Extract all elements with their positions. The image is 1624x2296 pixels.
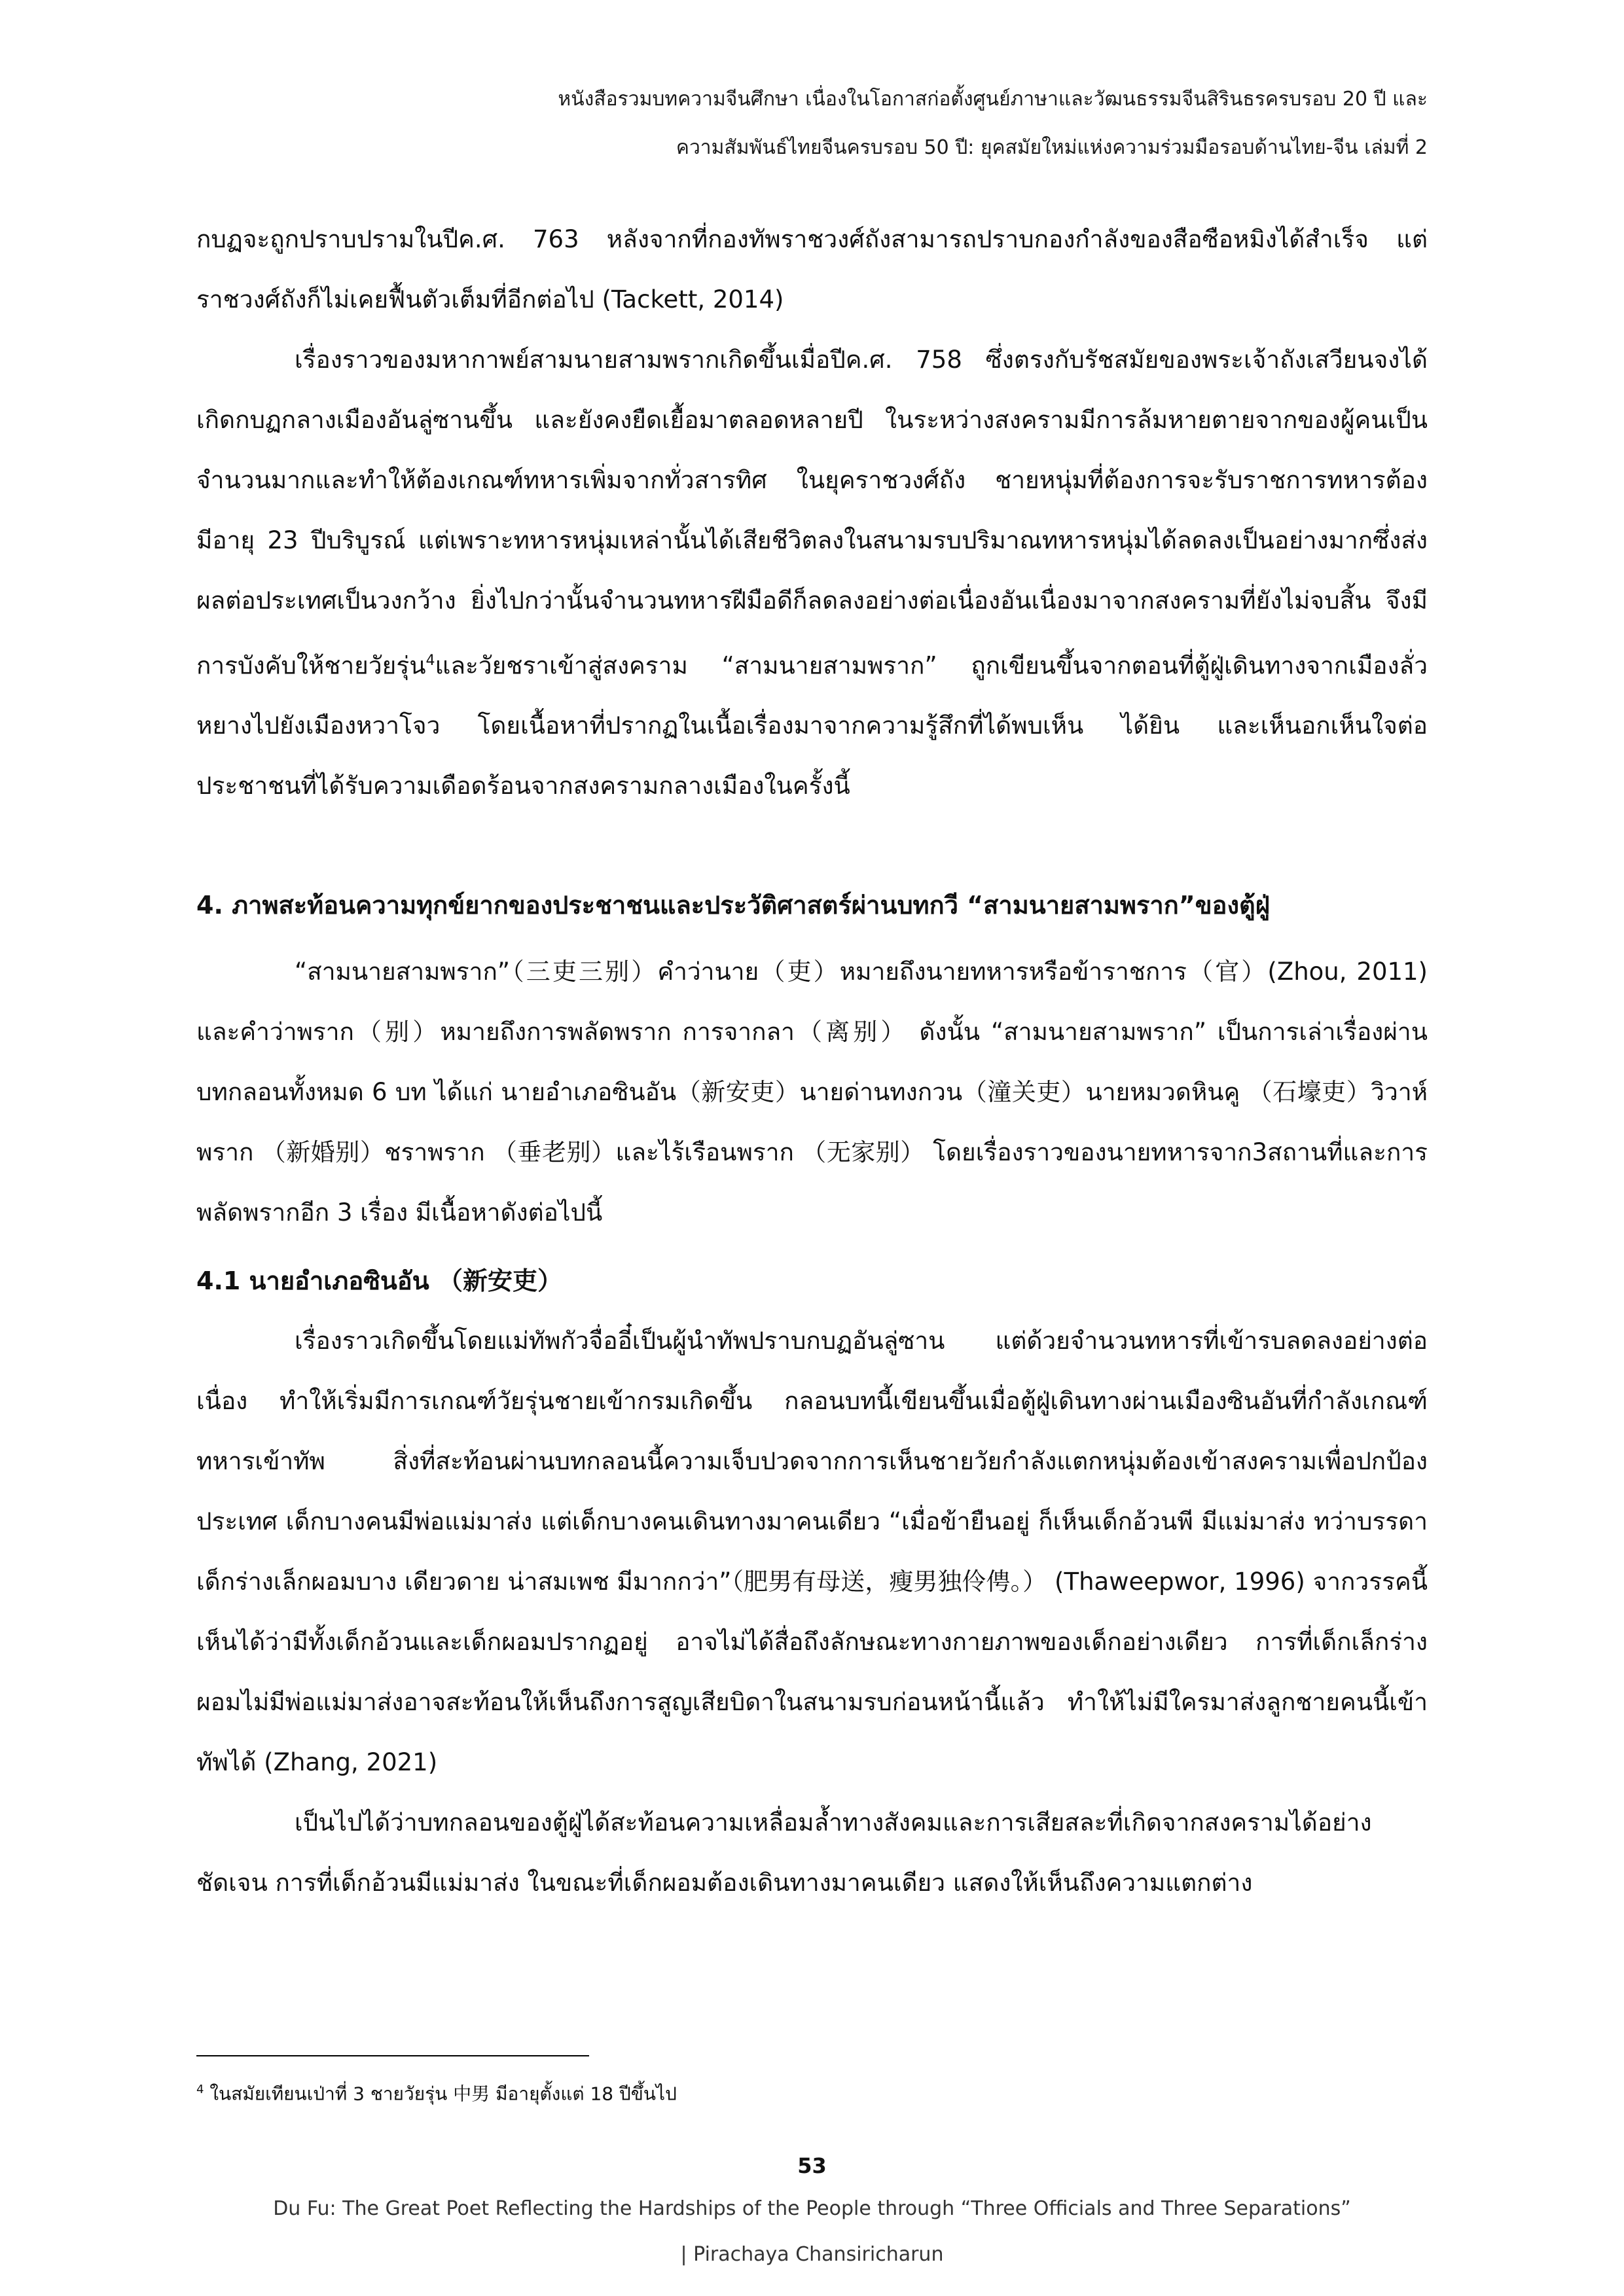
footnote-marker: 4 bbox=[196, 2083, 204, 2096]
section-heading-4: 4. ภาพสะท้อนความทุกข์ยากของประชาชนและประวัติศาสตร์ผ่านบทกวี “สามนายสามพราก”ของตู้ฝู่ bbox=[196, 891, 1270, 920]
paragraph-4: เรื่องราวเกิดขึ้นโดยแม่ทัพกัวจื่ออี๋เป็นผู้นำทัพปราบกบฏอันลู่ซาน แต่ด้วยจำนวนทหารที่เข้ารบลดลงอย่างต่อเนื่อง ทำให้เริ่มมีการเกณฑ์วัยรุ่นชายเข้ากรมเกิดขึ้น กลอนบทนี้เขียนขึ้นเมื่อตู้ฝู่เดินทางผ่านเมืองซินอันที่กำลังเกณฑ์ทหารเข้าทัพ สิ่งที่สะท้อนผ่านบทกลอนนี้ความเจ็บปวดจากการเห็นชายวัยกำลังแตกหนุ่มต้องเข้าสงครามเพื่อปกป้องประเทศ เด็กบางคนมีพ่อแม่มาส่ง แต่เด็กบางคนเดินทางมาคนเดียว “เมื่อข้ายืนอยู่ ก็เห็นเด็กอ้วนพี มีแม่มาส่ง ทว่าบรรดา เด็กร่างเล็กผอมบาง เดียวดาย น่าสมเพช มีมากกว่า”（肥男有母送，瘦男独伶俜。） (Thaweepwor, 1996) จากวรรคนี้เห็นได้ว่ามีทั้งเด็กอ้วนและเด็กผอมปรากฏอยู่ อาจไม่ได้สื่อถึงลักษณะทางกายภาพของเด็กอย่างเดียว การที่เด็กเล็กร่างผอมไม่มีพ่อแม่มาส่งอาจสะท้อนให้เห็นถึงการสูญเสียบิดาในสนามรบก่อนหน้านี้แล้ว ทำให้ไม่มีใครมาส่งลูกชายคนนี้เข้าทัพได้ (Zhang, 2021) bbox=[196, 1327, 1428, 1777]
running-header bbox=[184, 75, 1428, 172]
footnote-ref-4[interactable]: 4 bbox=[425, 653, 435, 669]
header-line-1: หนังสือรวมบทความจีนศึกษา เนื่องในโอกาสก่อตั้งศูนย์ภาษาและวัฒนธรรมจีนสิรินธรครบรอบ 20 ปี และ bbox=[558, 88, 1428, 111]
subsection-heading-4-1: 4.1 นายอำเภอซินอัน （新安吏） bbox=[196, 1266, 562, 1296]
footer-author: | Pirachaya Chansiricharun bbox=[680, 2243, 944, 2266]
footnote-text: ในสมัยเทียนเป่าที่ 3 ชายวัยรุ่น 中男 มีอายุตั้งแต่ 18 ปีขึ้นไป bbox=[204, 2083, 677, 2105]
footnote-4 bbox=[196, 2072, 1428, 2112]
page-number: 53 bbox=[797, 2153, 827, 2178]
paragraph-2-end: และวัยชราเข้าสู่สงคราม “สามนายสามพราก” ถูกเขียนขึ้นจากตอนที่ตู้ฝู่เดินทางจากเมืองลั่วหยางไปยังเมืองหวาโจว โดยเนื้อหาที่ปรากฏในเนื้อเรื่องมาจากความรู้สึกที่ได้พบเห็น ได้ยิน และเห็นอกเห็นใจต่อประชาชนที่ได้รับความเดือดร้อนจากสงครามกลางเมืองในครั้งนี้ bbox=[196, 651, 1428, 800]
footnote-divider bbox=[196, 2055, 589, 2056]
main-text bbox=[196, 209, 1428, 1913]
header-line-2: ความสัมพันธ์ไทยจีนครบรอบ 50 ปี: ยุคสมัยใหม่แห่งความร่วมมือรอบด้านไทย-จีน เล่มที่ 2 bbox=[676, 136, 1428, 159]
footer-article-title: Du Fu: The Great Poet Reflecting the Hardships of the People through “Three Officials and Three Separations” bbox=[273, 2197, 1351, 2220]
paragraph-1: กบฏจะถูกปราบปรามในปีค.ศ. 763 หลังจากที่กองทัพราชวงศ์ถังสามารถปราบกองกำลังของสือซือหมิงได้สำเร็จ แต่ราชวงศ์ถังก็ไม่เคยฟื้นตัวเต็มที่อีกต่อไป (Tackett, 2014) bbox=[196, 225, 1428, 314]
paragraph-5: เป็นไปได้ว่าบทกลอนของตู้ฝู่ได้สะท้อนความเหลื่อมล้ำทางสังคมและการเสียสละที่เกิดจากสงครามได้อย่างชัดเจน การที่เด็กอ้วนมีแม่มาส่ง ในขณะที่เด็กผอมต้องเดินทางมาคนเดียว แสดงให้เห็นถึงความแตกต่าง bbox=[196, 1808, 1372, 1897]
paragraph-2 bbox=[196, 330, 1428, 816]
paragraph-2-text: เรื่องราวของมหากาพย์สามนายสามพรากเกิดขึ้นเมื่อปีค.ศ. 758 ซึ่งตรงกับรัชสมัยของพระเจ้าถังเสวียนจงได้เกิดกบฏกลางเมืองอันลู่ซานขึ้น และยังคงยืดเยื้อมาตลอดหลายปี ในระหว่างสงครามมีการล้มหายตายจากของผู้คนเป็นจำนวนมากและทำให้ต้องเกณฑ์ทหารเพิ่มจากทั่วสารทิศ ในยุคราชวงศ์ถัง ชายหนุ่มที่ต้องการจะรับราชการทหารต้องมีอายุ 23 ปีบริบูรณ์ แต่เพราะทหารหนุ่มเหล่านั้นได้เสียชีวิตลงในสนามรบปริมาณทหารหนุ่มได้ลดลงเป็นอย่างมากซึ่งส่งผลต่อประเทศเป็นวงกว้าง ยิ่งไปกว่านั้นจำนวนทหารฝีมือดีก็ลดลงอย่างต่อเนื่องอันเนื่องมาจากสงครามที่ยังไม่จบสิ้น จึงมีการบังคับให้ชายวัยรุ่น bbox=[196, 346, 1428, 680]
paragraph-3: “สามนายสามพราก”（三吏三别）คำว่านาย（吏）หมายถึงนายทหารหรือข้าราชการ（官）(Zhou, 2011) และคำว่าพราก（别）หมายถึงการพลัดพราก การจากลา（离别） ดังนั้น “สามนายสามพราก” เป็นการเล่าเรื่องผ่านบทกลอนทั้งหมด 6 บท ได้แก่ นายอำเภอซินอัน（新安吏）นายด่านทงกวน（潼关吏）นายหมวดหินคู （石壕吏）วิวาห์พราก （新婚别）ชราพราก （垂老别）และไร้เรือนพราก （无家别） โดยเรื่องราวของนายทหารจาก3สถานที่และการพลัดพรากอีก 3 เรื่อง มีเนื้อหาดังต่อไปนี้ bbox=[196, 958, 1428, 1227]
